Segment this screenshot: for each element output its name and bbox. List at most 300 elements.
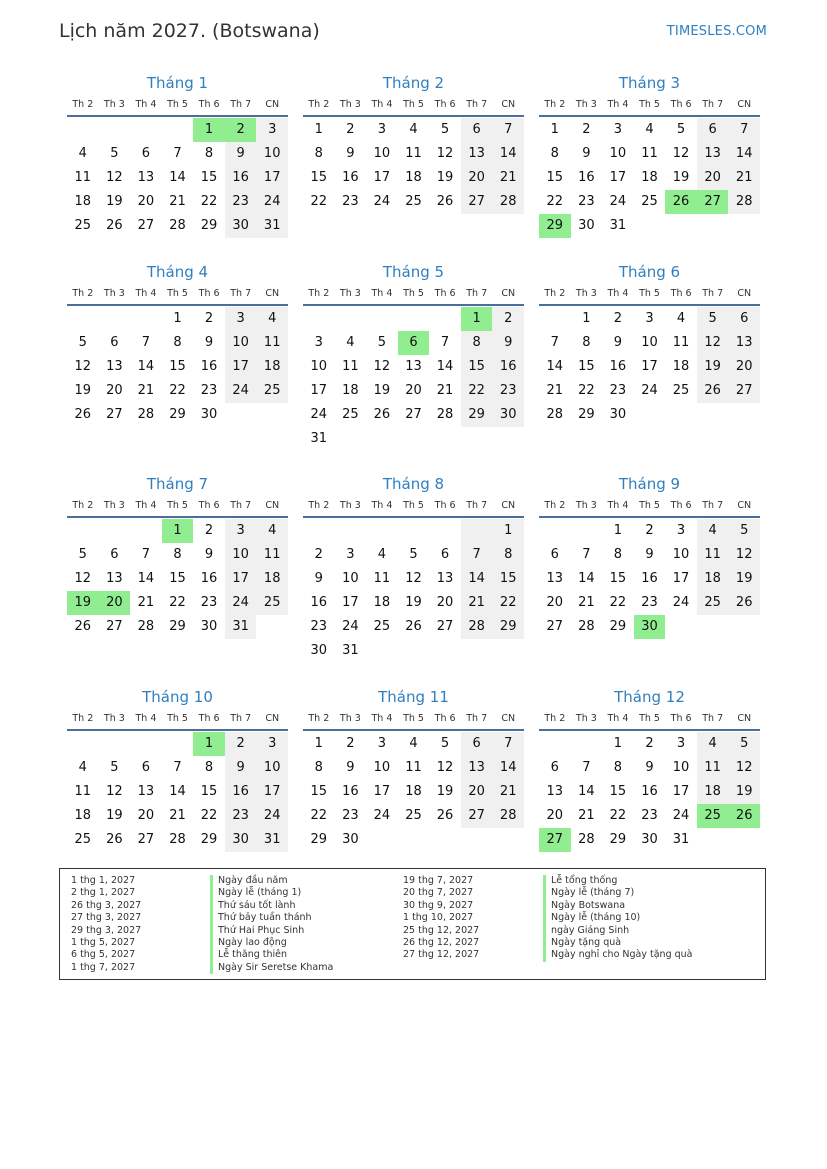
- legend-dates-col2: [403, 875, 479, 962]
- day-cell: 4: [409, 122, 418, 137]
- holiday-day-cell: 1: [193, 732, 225, 756]
- weekday-label: Th 3: [103, 288, 125, 299]
- weekday-label: CN: [737, 99, 752, 110]
- weekday-label: Th 6: [434, 500, 456, 511]
- day-cell: 12: [106, 170, 123, 185]
- legend-date: 29 thg 3, 2027: [71, 924, 142, 936]
- day-cell: 18: [697, 780, 729, 804]
- legend-date: 1 thg 10, 2027: [403, 912, 474, 924]
- day-cell: 6: [141, 760, 151, 775]
- day-cell: 20: [546, 595, 564, 610]
- day-cell: 6: [110, 547, 119, 562]
- day-cell: 10: [609, 146, 627, 161]
- empty-day-cell: [99, 307, 131, 331]
- day-cell: 17: [225, 567, 257, 591]
- day-cell: 11: [74, 784, 92, 799]
- day-cell: 8: [492, 543, 524, 567]
- day-cell: 27: [728, 379, 760, 403]
- day-cell: 3: [645, 311, 654, 326]
- day-cell: 25: [74, 218, 92, 233]
- day-cell: 21: [169, 194, 186, 209]
- day-cell: 24: [225, 379, 257, 403]
- weekday-label: Th 3: [339, 99, 361, 110]
- weekday-label: CN: [265, 500, 280, 511]
- day-cell: 25: [256, 379, 288, 403]
- weekday-label: Th 4: [135, 288, 157, 299]
- day-cell: 12: [728, 756, 760, 780]
- weekday-header: [539, 95, 760, 117]
- day-cell: 6: [550, 760, 559, 775]
- month-name: Tháng 8: [382, 475, 445, 493]
- legend-holiday-name: Ngày lễ (tháng 1): [210, 887, 333, 899]
- day-cell: 27: [137, 218, 155, 233]
- day-cell: 26: [436, 808, 454, 823]
- month-name: Tháng 5: [382, 263, 445, 281]
- day-cell: 5: [377, 335, 387, 350]
- weekday-label: Th 5: [167, 99, 188, 110]
- legend-holiday-name: Thứ bảy tuần thánh: [210, 912, 333, 924]
- day-cell: 28: [137, 407, 155, 422]
- day-cell: 28: [492, 190, 524, 214]
- day-cell: 18: [74, 194, 92, 209]
- day-cell: 4: [676, 311, 686, 326]
- day-cell: 30: [225, 214, 257, 238]
- day-cell: 22: [609, 808, 627, 823]
- weekday-label: Th 5: [167, 500, 188, 511]
- empty-day-cell: [130, 307, 162, 331]
- month-calendar: [539, 685, 760, 852]
- day-cell: 16: [200, 571, 218, 586]
- day-cell: 13: [697, 142, 729, 166]
- day-cell: 30: [200, 619, 218, 634]
- day-cell: 21: [578, 808, 595, 823]
- empty-day-cell: [398, 307, 430, 331]
- day-cell: 1: [613, 523, 623, 538]
- page-title: Lịch năm 2027. (Botswana): [59, 20, 320, 42]
- day-cell: 24: [672, 808, 690, 823]
- day-cell: 23: [225, 804, 257, 828]
- day-cell: 21: [492, 166, 524, 190]
- holiday-day-cell: 19: [67, 591, 99, 615]
- day-cell: 13: [461, 142, 493, 166]
- day-cell: 12: [74, 359, 92, 374]
- day-cell: 17: [641, 359, 658, 374]
- day-cell: 10: [672, 760, 690, 775]
- month-name: Tháng 6: [618, 263, 681, 281]
- weekday-label: Th 2: [72, 288, 94, 299]
- weekday-label: CN: [737, 288, 752, 299]
- day-cell: 16: [310, 595, 328, 610]
- day-cell: 4: [78, 146, 87, 161]
- day-cell: 9: [225, 756, 257, 780]
- day-cell: 31: [310, 431, 328, 446]
- day-cell: 5: [440, 122, 450, 137]
- weekday-label: Th 7: [702, 288, 724, 299]
- legend-holiday-name: ngày Giáng Sinh: [543, 925, 693, 937]
- day-cell: 19: [436, 170, 454, 185]
- day-grid: [67, 118, 288, 238]
- day-cell: 6: [141, 146, 151, 161]
- day-cell: 6: [728, 307, 760, 331]
- day-cell: 28: [461, 615, 493, 639]
- day-cell: 4: [645, 122, 654, 137]
- day-cell: 5: [110, 760, 119, 775]
- day-cell: 11: [256, 543, 288, 567]
- day-cell: 28: [169, 832, 186, 847]
- weekday-label: Th 5: [167, 713, 188, 724]
- day-cell: 14: [546, 359, 564, 374]
- day-cell: 18: [373, 595, 391, 610]
- day-cell: 2: [225, 732, 257, 756]
- day-cell: 7: [492, 732, 524, 756]
- day-cell: 8: [582, 335, 591, 350]
- weekday-label: Th 3: [103, 500, 125, 511]
- empty-day-cell: [461, 519, 493, 543]
- day-cell: 28: [137, 619, 155, 634]
- day-cell: 31: [256, 214, 288, 238]
- day-cell: 5: [110, 146, 119, 161]
- weekday-label: CN: [501, 99, 516, 110]
- day-cell: 16: [609, 359, 627, 374]
- day-cell: 2: [314, 547, 323, 562]
- day-cell: 28: [546, 407, 564, 422]
- holiday-day-cell: 20: [99, 591, 131, 615]
- weekday-header: [303, 709, 524, 731]
- day-cell: 15: [169, 359, 186, 374]
- empty-day-cell: [429, 307, 461, 331]
- day-cell: 4: [697, 732, 729, 756]
- weekday-label: Th 4: [371, 713, 393, 724]
- weekday-label: Th 6: [198, 99, 220, 110]
- day-cell: 7: [728, 118, 760, 142]
- day-cell: 12: [106, 784, 123, 799]
- day-cell: 30: [200, 407, 218, 422]
- day-cell: 25: [373, 619, 391, 634]
- day-cell: 31: [609, 218, 627, 233]
- weekday-label: Th 7: [230, 99, 252, 110]
- day-cell: 10: [256, 756, 288, 780]
- day-cell: 25: [256, 591, 288, 615]
- day-cell: 18: [256, 567, 288, 591]
- legend-holiday-name: Ngày Sir Seretse Khama: [210, 962, 333, 974]
- day-cell: 13: [106, 359, 123, 374]
- legend-holiday-name: Ngày lễ (tháng 7): [543, 887, 693, 899]
- legend-date: 1 thg 1, 2027: [71, 875, 136, 886]
- day-cell: 28: [169, 218, 186, 233]
- day-cell: 20: [697, 166, 729, 190]
- holiday-legend: [59, 868, 766, 980]
- day-cell: 16: [200, 359, 218, 374]
- weekday-label: CN: [737, 500, 752, 511]
- legend-holiday-name: Ngày nghỉ cho Ngày tặng quà: [543, 949, 693, 961]
- day-cell: 7: [550, 335, 559, 350]
- day-cell: 28: [578, 832, 595, 847]
- day-cell: 14: [169, 170, 186, 185]
- day-cell: 20: [106, 383, 123, 398]
- day-cell: 3: [346, 547, 355, 562]
- day-cell: 22: [578, 383, 595, 398]
- day-cell: 9: [204, 547, 214, 562]
- day-cell: 30: [492, 403, 524, 427]
- day-cell: 4: [346, 335, 355, 350]
- empty-day-cell: [67, 732, 99, 756]
- day-cell: 11: [373, 571, 391, 586]
- day-cell: 3: [225, 519, 257, 543]
- day-grid: [539, 519, 760, 639]
- day-cell: 18: [405, 170, 422, 185]
- day-cell: 9: [225, 142, 257, 166]
- day-cell: 24: [672, 595, 690, 610]
- day-cell: 23: [578, 194, 595, 209]
- day-cell: 16: [342, 784, 359, 799]
- day-cell: 19: [106, 808, 123, 823]
- empty-day-cell: [539, 732, 571, 756]
- day-cell: 16: [342, 170, 359, 185]
- day-cell: 29: [200, 832, 218, 847]
- weekday-label: Th 6: [434, 99, 456, 110]
- weekday-label: Th 6: [198, 713, 220, 724]
- day-cell: 16: [225, 780, 257, 804]
- weekday-label: Th 3: [575, 713, 597, 724]
- day-cell: 17: [672, 784, 690, 799]
- day-cell: 27: [546, 619, 564, 634]
- weekday-label: Th 5: [403, 500, 424, 511]
- holiday-day-cell: 1: [461, 307, 493, 331]
- weekday-label: Th 7: [466, 99, 488, 110]
- day-cell: 17: [256, 166, 288, 190]
- day-cell: 9: [645, 760, 654, 775]
- day-cell: 19: [106, 194, 123, 209]
- month-calendar: [539, 260, 760, 427]
- day-cell: 3: [377, 736, 387, 751]
- day-cell: 10: [256, 142, 288, 166]
- day-cell: 8: [613, 547, 623, 562]
- weekday-label: Th 4: [371, 99, 393, 110]
- legend-holiday-name: Ngày đầu năm: [210, 875, 333, 887]
- site-link[interactable]: TIMESLES.COM: [666, 24, 767, 39]
- weekday-label: Th 7: [702, 713, 724, 724]
- day-cell: 1: [314, 736, 323, 751]
- day-cell: 31: [342, 643, 359, 658]
- day-cell: 23: [342, 194, 359, 209]
- holiday-day-cell: 26: [665, 190, 697, 214]
- day-cell: 3: [377, 122, 387, 137]
- weekday-label: Th 7: [230, 713, 252, 724]
- day-cell: 29: [578, 407, 595, 422]
- day-cell: 20: [546, 808, 564, 823]
- day-cell: 19: [74, 383, 92, 398]
- day-cell: 27: [106, 619, 123, 634]
- day-cell: 24: [225, 591, 257, 615]
- holiday-day-cell: 26: [728, 804, 760, 828]
- day-cell: 30: [609, 407, 627, 422]
- legend-names-col1: [210, 875, 333, 974]
- empty-day-cell: [99, 732, 131, 756]
- day-cell: 9: [346, 146, 355, 161]
- day-cell: 11: [697, 543, 729, 567]
- day-cell: 10: [672, 547, 690, 562]
- weekday-label: Th 2: [308, 288, 330, 299]
- day-cell: 27: [106, 407, 123, 422]
- day-grid: [303, 307, 524, 451]
- weekday-header: [539, 284, 760, 306]
- legend-date: 25 thg 12, 2027: [403, 924, 480, 936]
- empty-day-cell: [67, 118, 99, 142]
- day-cell: 25: [641, 194, 658, 209]
- month-calendar: [303, 71, 524, 214]
- day-cell: 13: [461, 756, 493, 780]
- day-cell: 12: [436, 146, 454, 161]
- weekday-label: Th 2: [72, 713, 94, 724]
- day-cell: 15: [310, 170, 328, 185]
- weekday-label: Th 7: [230, 500, 252, 511]
- day-cell: 12: [405, 571, 422, 586]
- day-cell: 18: [641, 170, 658, 185]
- weekday-label: Th 3: [103, 99, 125, 110]
- day-cell: 9: [613, 335, 623, 350]
- empty-day-cell: [429, 519, 461, 543]
- weekday-label: Th 4: [371, 288, 393, 299]
- day-cell: 1: [582, 311, 591, 326]
- empty-day-cell: [130, 118, 162, 142]
- legend-holiday-name: Ngày Botswana: [543, 900, 693, 912]
- day-cell: 13: [137, 784, 155, 799]
- month-name: Tháng 7: [146, 475, 209, 493]
- day-cell: 6: [697, 118, 729, 142]
- day-cell: 19: [728, 780, 760, 804]
- day-cell: 29: [609, 832, 627, 847]
- day-cell: 11: [697, 756, 729, 780]
- day-cell: 6: [550, 547, 559, 562]
- day-cell: 30: [578, 218, 595, 233]
- day-cell: 22: [546, 194, 564, 209]
- day-cell: 20: [436, 595, 454, 610]
- day-cell: 13: [405, 359, 422, 374]
- day-cell: 18: [405, 784, 422, 799]
- day-cell: 3: [314, 335, 323, 350]
- day-cell: 11: [256, 331, 288, 355]
- day-cell: 30: [342, 832, 359, 847]
- day-cell: 5: [409, 547, 418, 562]
- day-cell: 26: [436, 194, 454, 209]
- day-cell: 17: [256, 780, 288, 804]
- legend-holiday-name: Lễ tổng thống: [543, 875, 693, 887]
- day-cell: 22: [200, 194, 218, 209]
- day-cell: 19: [405, 595, 422, 610]
- day-cell: 16: [578, 170, 595, 185]
- holiday-day-cell: 1: [193, 118, 225, 142]
- weekday-label: Th 3: [339, 500, 361, 511]
- day-cell: 14: [461, 567, 493, 591]
- weekday-label: Th 7: [702, 99, 724, 110]
- day-cell: 26: [373, 407, 391, 422]
- weekday-label: Th 6: [670, 713, 692, 724]
- day-cell: 16: [641, 784, 658, 799]
- legend-date: 6 thg 5, 2027: [71, 949, 136, 961]
- day-cell: 20: [405, 383, 422, 398]
- day-cell: 14: [578, 571, 595, 586]
- day-cell: 1: [613, 736, 623, 751]
- legend-date: 26 thg 12, 2027: [403, 936, 480, 948]
- day-grid: [67, 519, 288, 639]
- month-calendar: [67, 685, 288, 852]
- weekday-label: Th 3: [339, 288, 361, 299]
- day-cell: 4: [409, 736, 418, 751]
- weekday-label: Th 4: [135, 99, 157, 110]
- day-cell: 27: [436, 619, 454, 634]
- day-cell: 14: [492, 756, 524, 780]
- day-cell: 1: [173, 311, 182, 326]
- weekday-label: Th 6: [198, 288, 220, 299]
- day-cell: 13: [137, 170, 155, 185]
- day-cell: 6: [461, 732, 493, 756]
- weekday-label: Th 7: [466, 713, 488, 724]
- weekday-label: Th 5: [639, 99, 660, 110]
- weekday-label: Th 2: [308, 99, 330, 110]
- day-cell: 13: [728, 331, 760, 355]
- day-cell: 6: [110, 335, 119, 350]
- weekday-header: [67, 709, 288, 731]
- day-cell: 21: [169, 808, 186, 823]
- day-cell: 20: [461, 780, 493, 804]
- weekday-label: Th 5: [639, 713, 660, 724]
- day-cell: 14: [728, 142, 760, 166]
- day-cell: 26: [74, 407, 92, 422]
- month-calendar: [303, 685, 524, 852]
- weekday-label: Th 2: [308, 500, 330, 511]
- day-cell: 14: [436, 359, 454, 374]
- day-cell: 31: [256, 828, 288, 852]
- month-calendar: [67, 71, 288, 238]
- day-cell: 5: [440, 736, 450, 751]
- day-cell: 2: [204, 523, 214, 538]
- weekday-label: Th 3: [575, 288, 597, 299]
- holiday-day-cell: 6: [398, 331, 430, 355]
- weekday-label: Th 6: [670, 500, 692, 511]
- day-cell: 16: [225, 166, 257, 190]
- day-cell: 8: [173, 547, 182, 562]
- day-cell: 7: [492, 118, 524, 142]
- month-name: Tháng 4: [146, 263, 209, 281]
- day-cell: 9: [582, 146, 591, 161]
- day-cell: 23: [225, 190, 257, 214]
- day-cell: 22: [310, 194, 328, 209]
- weekday-label: Th 4: [607, 288, 629, 299]
- day-cell: 30: [641, 832, 658, 847]
- day-cell: 22: [461, 379, 493, 403]
- weekday-label: Th 5: [403, 713, 424, 724]
- empty-day-cell: [335, 519, 367, 543]
- day-cell: 25: [74, 832, 92, 847]
- day-cell: 10: [373, 146, 391, 161]
- weekday-label: Th 2: [308, 713, 330, 724]
- day-cell: 24: [256, 804, 288, 828]
- day-cell: 14: [578, 784, 595, 799]
- day-cell: 13: [106, 571, 123, 586]
- day-grid: [539, 118, 760, 238]
- day-cell: 24: [609, 194, 627, 209]
- weekday-label: Th 4: [135, 500, 157, 511]
- day-cell: 8: [314, 146, 323, 161]
- day-cell: 8: [314, 760, 323, 775]
- weekday-label: Th 6: [670, 99, 692, 110]
- weekday-label: CN: [501, 713, 516, 724]
- day-cell: 10: [373, 760, 391, 775]
- weekday-label: Th 2: [72, 99, 94, 110]
- day-cell: 25: [405, 808, 422, 823]
- day-cell: 19: [697, 355, 729, 379]
- day-cell: 19: [728, 567, 760, 591]
